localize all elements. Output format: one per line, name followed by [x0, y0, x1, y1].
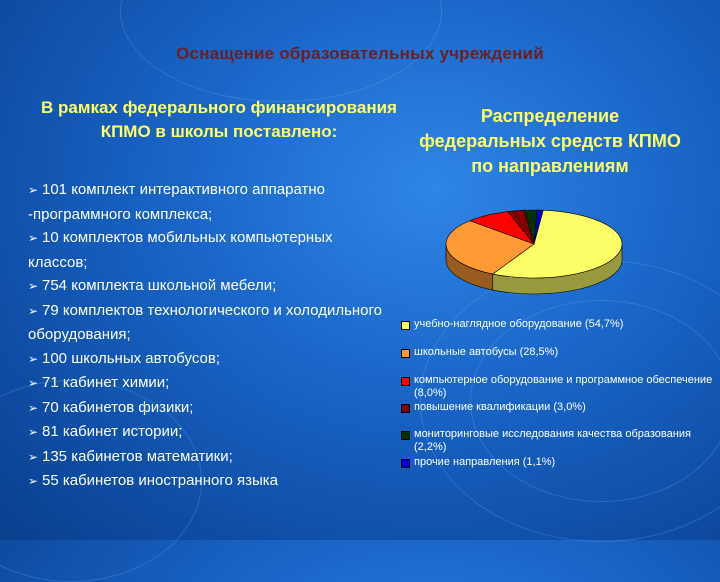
legend-item [400, 318, 715, 331]
arrow-bullet-icon: ➢ [28, 474, 39, 488]
arrow-bullet-icon: ➢ [28, 425, 39, 439]
list-item [28, 420, 396, 445]
chart-title: Распределение федеральных средств КПМО по направлениям [419, 106, 681, 176]
list-item-text: 70 кабинетов физики; [42, 398, 194, 416]
arrow-bullet-icon: ➢ [28, 449, 39, 464]
legend-label: школьные автобусы (28,5%) [414, 346, 559, 358]
arrow-bullet-icon: ➢ [28, 183, 39, 197]
list-item [28, 371, 396, 396]
list-item [28, 226, 396, 274]
legend-swatch [401, 321, 410, 330]
list-item-text: 71 кабинет химии; [42, 374, 170, 391]
legend-label: повышение квалификации (3,0%) [414, 401, 586, 413]
arrow-bullet-icon: ➢ [28, 231, 39, 245]
arrow-bullet-icon: ➢ [28, 303, 39, 318]
arrow-bullet-icon: ➢ [28, 400, 39, 415]
list-item-text: 79 комплектов технологического и холодильного оборудования; [28, 301, 383, 343]
arrow-bullet-icon: ➢ [28, 351, 39, 366]
list-item [28, 299, 396, 347]
list-item-text: 10 комплектов мобильных компьютерных классов; [28, 229, 333, 271]
pie-chart [436, 200, 636, 310]
legend-swatch [401, 349, 410, 358]
legend-item [400, 346, 715, 359]
legend-swatch [401, 459, 410, 468]
legend-label: мониторинговые исследования качества образования (2,2%) [414, 428, 691, 453]
list-item [28, 274, 396, 299]
list-item [28, 396, 396, 421]
arrow-bullet-icon: ➢ [28, 279, 39, 293]
supplied-items-list [28, 178, 396, 494]
list-item-text: 55 кабинетов иностранного языка [42, 472, 279, 489]
legend-swatch [401, 377, 410, 386]
legend-item [400, 456, 715, 469]
legend-label: компьютерное оборудование и программное обеспечение (8,0%) [414, 374, 713, 399]
legend-label: учебно-наглядное оборудование (54,7%) [414, 318, 624, 330]
arrow-bullet-icon: ➢ [28, 376, 39, 390]
list-item-text: 81 кабинет истории; [42, 423, 183, 440]
list-item [28, 347, 396, 372]
legend-item [400, 428, 715, 454]
legend-label: прочие направления (1,1%) [414, 456, 556, 468]
list-item-text: 754 комплекта школьной мебели; [42, 277, 277, 294]
legend-swatch [401, 404, 410, 413]
list-item-text: 135 кабинетов математики; [42, 447, 233, 465]
list-item [28, 178, 396, 226]
list-item-text: 100 школьных автобусов; [42, 349, 221, 367]
list-item-text: 101 комплект интерактивного аппаратно -программного комплекса; [28, 181, 325, 223]
slide-title: Оснащение образовательных учреждений [176, 44, 544, 63]
left-heading: В рамках федерального финансирования КПМО в школы поставлено: [41, 98, 397, 141]
list-item [28, 469, 396, 494]
legend-swatch [401, 431, 410, 440]
list-item [28, 445, 396, 470]
legend-item [400, 374, 715, 400]
legend-item [400, 401, 715, 414]
